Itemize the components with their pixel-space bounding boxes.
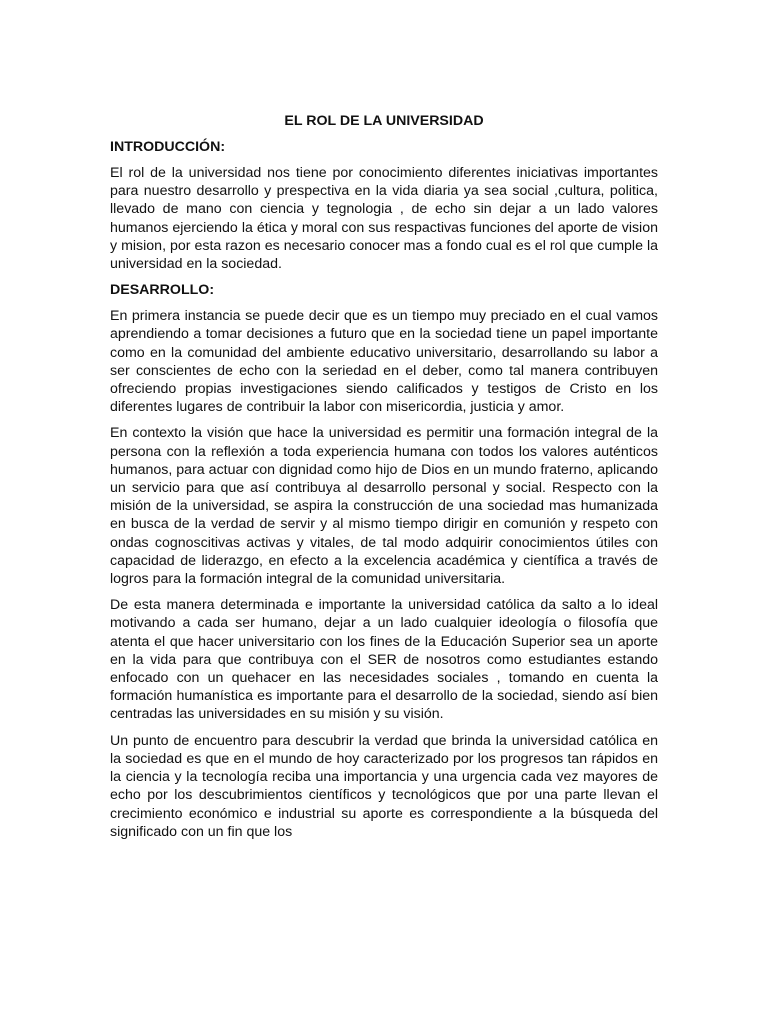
section-heading-desarrollo: DESARROLLO: bbox=[110, 282, 215, 299]
paragraph-desarrollo-3: De esta manera determinada e importante la universidad católica da salto a lo ideal motivando a cada ser humano, dejar a un lado cualquier ideología o filosofía que atenta el que hacer universitario con los fines de la Educación Superior sea un aporte en la vida para que contribuya con el SER de nosotros como estudiantes estando enfocado con un quehacer en las necesidades sociales , tomando en cuenta la formación humanística es importante para el desarrollo de la sociedad, siendo así bien centradas las universidades en su misión y su visión. bbox=[110, 597, 658, 723]
paragraph-introduccion-1: El rol de la universidad nos tiene por conocimiento diferentes iniciativas importantes para nuestro desarrollo y prespectiva en la vida diaria ya sea social ,cultura, politica, llevado de mano con ciencia y tegnologia , de echo sin dejar a un lado valores humanos ejerciendo la ética y moral con sus respactivas funciones del aporte de vision y mision, por esta razon es necesario conocer mas a fondo cual es el rol que cumple la universidad en la sociedad. bbox=[110, 165, 658, 273]
section-heading-introduccion: INTRODUCCIÓN: bbox=[110, 139, 226, 155]
paragraph-desarrollo-4: Un punto de encuentro para descubrir la verdad que brinda la universidad católica en la sociedad es que en el mundo de hoy caracterizado por los progresos tan rápidos en la ciencia y la tecnología reciba una importancia y una urgencia cada vez mayores de echo por los descubrimientos científicos y tecnológicos que por una parte llevan el crecimiento económico e industrial su aporte es correspondiente a la búsqueda del significado con un fin que los bbox=[110, 732, 658, 840]
paragraph-desarrollo-1: En primera instancia se puede decir que es un tiempo muy preciado en el cual vamos aprendiendo a tomar decisiones a futuro que en la sociedad tiene un papel importante como en la comunidad del ambiente educativo universitario, desarrollando su labor a ser conscientes de echo con la seriedad en el deber, como tal manera contribuyen ofreciendo propias investigaciones siendo calificados y testigos de Cristo en los diferentes lugares de contribuir la labor con misericordia, justicia y amor. bbox=[110, 308, 658, 416]
document-title: EL ROL DE LA UNIVERSIDAD bbox=[284, 113, 484, 129]
page-content bbox=[110, 108, 658, 849]
paragraph-desarrollo-2: En contexto la visión que hace la universidad es permitir una formación integral de la persona con la reflexión a toda experiencia humana con todos los valores auténticos humanos, para actuar con dignidad como hijo de Dios en un mundo fraterno, aplicando un servicio para que así contribuya al desarrollo personal y social. Respecto con la misión de la universidad, se aspira la construcción de una sociedad mas humanizada en busca de la verdad de servir y al mismo tiempo dirigir en comunión y respeto con ondas cognoscitivas activas y vitales, de tal modo adquirir conocimientos útiles con capacidad de liderazgo, en efecto a la excelencia académica y científica a través de logros para la formación integral de la comunidad universitaria. bbox=[110, 425, 658, 588]
